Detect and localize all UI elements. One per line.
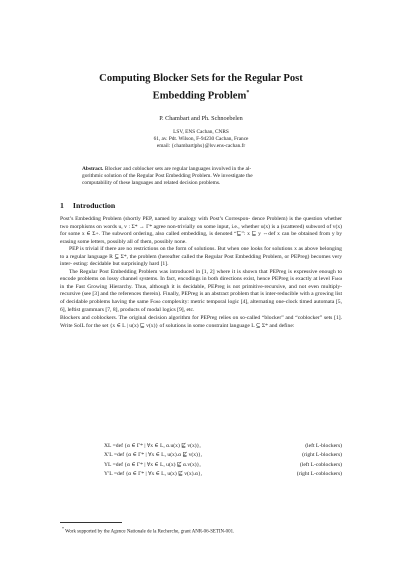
p2-line: looks for solutions x as above belonging to a regular language R ⊆ Σ*, the problem [60,246,342,260]
affiliation-line-1: LSV, ENS Cachan, CNRS [173,129,229,135]
p3-line: encodings in both directions exist, hence PEPreg is exactly at level Fωω in the Fast [60,276,343,290]
p3-line: that PEPreg is expressive enough to encode problems on lossy channel systems. In fact, [60,268,342,283]
p3-line: and not even multiply-recursive (see [3] and the references therein). Finally, PEPreg [60,283,342,298]
p4-line: Blockers and coblockers. The original decision algorithm for PEPreg relies on so-called [60,315,261,322]
paper-title [60,72,342,104]
p3-line: is an abstract problem that is inter-reducible with a growing list of decidable problems [60,291,342,306]
p1-line: x ∈ Σ+. The subword ordering, also called embedding, is denoted “⊑”: x ⊑ y ⇔def x can [81,231,290,238]
section-heading [60,201,115,210]
section-title: Introduction [72,201,116,210]
formula-left-coblockers: YL =def {α ∈ Γ* | ∀x ∈ L, u(x) ⋢ α.v(x)}, [104,461,201,468]
body-text [60,216,342,330]
title-line-2-text: Embedding Problem [152,90,247,102]
affiliation-email: email: {chambart|phs}@lsv.ens-cachan.fr [156,143,246,150]
footnote-text: Work supported by the Agence Nationale de la Recherche, grant ANR-06-SETIN-001. [65,529,235,535]
abstract [82,166,320,188]
p1-line: dence Problem) is the question whether two morphisms on words u, v : Σ* → Γ* agree [60,216,342,230]
abstract-line-3: computability of these languages and related decision problems. [82,180,221,187]
formula-tag: (left L-blockers) [305,443,342,449]
footnote-marker: * [62,526,64,531]
footnote [62,526,234,535]
title-footnote-marker: * [246,90,250,96]
authors: P. Chambart and Ph. Schnoebelen [159,115,243,122]
abstract-line-1-text: Blocker and coblocker sets are regular languages involved in the al- [104,166,252,172]
formula-tag: (right L-coblockers) [296,471,342,478]
affiliation [60,129,342,151]
formula-tag: (right L-blockers) [302,452,342,459]
p3-line: The Regular Post Embedding Problem was introduced in [1, 2] where it is shown [69,268,258,275]
footnote-rule [60,522,122,523]
paragraph-4 [60,315,342,330]
formula-left-blockers: XL =def {α ∈ Γ* | ∀x ∈ L, α.u(x) ⋢ v(x)}, [104,443,201,449]
formula-row [60,462,342,471]
p1-line: non-trivially on some input, i.e., whether u(x) is a (scattered) subword of v(x) for some [60,223,343,238]
section-number: 1 [60,201,64,210]
affiliation-line-2: 61, av. Pdt. Wilson, F-94230 Cachan, France [153,136,249,143]
p1-line: Post’s Embedding Problem (shortly PEP, named by analogy with Post’s Correspon- [60,216,251,222]
formula-right-blockers: X′L =def {α ∈ Γ* | ∀x ∈ L, u(x).α ⋢ v(x)}, [104,452,202,459]
paragraph-3 [60,269,342,314]
p2-line: (hereafter called the Regular Post Embedding Problem, or PEPreg) becomes very inter- [60,253,342,268]
blocker-definitions [60,443,342,481]
p3-line: having the same Fωω complexity: metric temporal logic [4], alternating one-clock timed [111,299,313,306]
paragraph-1 [60,216,342,246]
abstract-line-2: gorithmic solution of the Regular Post Embedding Problem. We investigate the [82,173,253,180]
formula-row [60,452,342,461]
p1-line: be obtained from y by erasing some letters, possibly all of them, possibly none. [60,231,342,245]
formula-right-coblockers: Y′L =def {α ∈ Γ* | ∀x ∈ L, u(x) ⋢ v(x).α}, [104,471,202,478]
p3-line: Growing Hierarchy. Thus, although it is decidable, PEPreg is not primitive-recursive, [87,283,287,290]
formula-row [60,471,342,480]
formula-tag: (left L-coblockers) [299,461,342,468]
p2-line: esting: decidable but surprisingly hard [1]. [73,261,169,268]
p4-line: solutions in some constraint language L ⊆ Σ* and define: [165,322,295,329]
title-line-1: Computing Blocker Sets for the Regular Post [99,73,303,84]
p3-line: automata [5, 6], leftist grammars [7, 8], products of modal logics [9], etc. [60,299,342,313]
paragraph-2 [60,246,342,269]
title-line-2 [60,86,342,104]
formula-row [60,443,342,452]
abstract-label: Abstract. [82,166,104,172]
p2-line: PEP is trivial if there are no restrictions on the form of solutions. But when one [69,246,249,253]
p4-line: “blocker” and “coblocker” sets [1]. Write SolL for the set {x ∈ L | u(x) ⊑ v(x)} of [60,315,342,329]
